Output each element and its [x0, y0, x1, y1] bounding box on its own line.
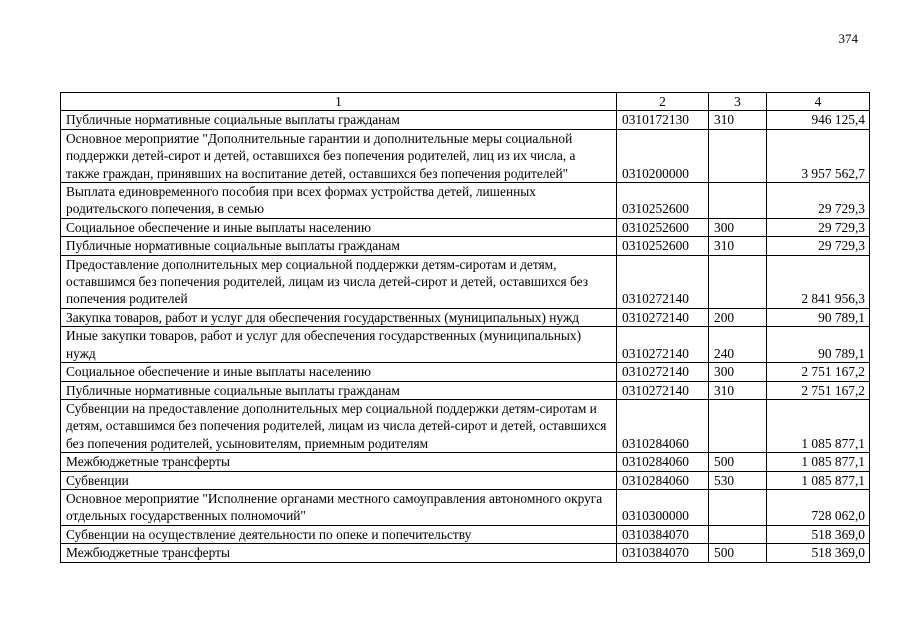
- row-expense-type: 310: [709, 111, 767, 129]
- row-code: 0310272140: [617, 327, 709, 363]
- table-row: [61, 237, 870, 255]
- row-code: 0310272140: [617, 255, 709, 308]
- row-expense-type: 300: [709, 218, 767, 236]
- row-expense-type: [709, 489, 767, 525]
- table-row: [61, 183, 870, 219]
- table-row: [61, 111, 870, 129]
- row-expense-type: 310: [709, 237, 767, 255]
- table-row: [61, 327, 870, 363]
- table-row: [61, 399, 870, 452]
- row-code: 0310172130: [617, 111, 709, 129]
- row-expense-type: 500: [709, 544, 767, 562]
- row-amount: 29 729,3: [767, 183, 870, 219]
- row-expense-type: 300: [709, 363, 767, 381]
- row-amount: 1 085 877,1: [767, 399, 870, 452]
- table-row: [61, 218, 870, 236]
- row-description: Межбюджетные трансферты: [61, 544, 617, 562]
- row-description: Публичные нормативные социальные выплаты гражданам: [61, 381, 617, 399]
- row-amount: 728 062,0: [767, 489, 870, 525]
- row-amount: 518 369,0: [767, 525, 870, 543]
- row-expense-type: [709, 129, 767, 182]
- row-amount: 946 125,4: [767, 111, 870, 129]
- table-row: [61, 489, 870, 525]
- header-row: [61, 93, 870, 111]
- table-row: [61, 525, 870, 543]
- row-description: Публичные нормативные социальные выплаты гражданам: [61, 237, 617, 255]
- row-expense-type: [709, 399, 767, 452]
- row-code: 0310252600: [617, 218, 709, 236]
- table-row: [61, 363, 870, 381]
- header-col-4: 4: [767, 93, 870, 111]
- row-description: Социальное обеспечение и иные выплаты населению: [61, 218, 617, 236]
- row-description: Социальное обеспечение и иные выплаты населению: [61, 363, 617, 381]
- table-row: [61, 255, 870, 308]
- row-code: 0310252600: [617, 183, 709, 219]
- header-col-1: 1: [61, 93, 617, 111]
- row-code: 0310284060: [617, 471, 709, 489]
- row-description: Субвенции на осуществление деятельности по опеке и попечительству: [61, 525, 617, 543]
- row-code: 0310384070: [617, 525, 709, 543]
- row-description: Основное мероприятие "Исполнение органами местного самоуправления автономного округа отдельных государственных полномочий": [61, 489, 617, 525]
- row-amount: 2 841 956,3: [767, 255, 870, 308]
- row-code: 0310252600: [617, 237, 709, 255]
- row-description: Публичные нормативные социальные выплаты гражданам: [61, 111, 617, 129]
- row-amount: 90 789,1: [767, 327, 870, 363]
- row-code: 0310284060: [617, 453, 709, 471]
- row-code: 0310272140: [617, 308, 709, 326]
- table-row: [61, 453, 870, 471]
- row-amount: 2 751 167,2: [767, 381, 870, 399]
- row-expense-type: [709, 255, 767, 308]
- row-description: Субвенции на предоставление дополнительных мер социальной поддержки детям-сиротам и детям, оставшимся без попечения родителей, лицам из числа детей-сирот и детей, оставшихся без попечения родителей, усыновителям, приемным родителям: [61, 399, 617, 452]
- row-description: Закупка товаров, работ и услуг для обеспечения государственных (муниципальных) нужд: [61, 308, 617, 326]
- row-amount: 29 729,3: [767, 237, 870, 255]
- row-code: 0310272140: [617, 381, 709, 399]
- header-col-2: 2: [617, 93, 709, 111]
- row-code: 0310300000: [617, 489, 709, 525]
- table-row: [61, 381, 870, 399]
- row-amount: 90 789,1: [767, 308, 870, 326]
- row-expense-type: 200: [709, 308, 767, 326]
- row-expense-type: [709, 525, 767, 543]
- row-amount: 1 085 877,1: [767, 471, 870, 489]
- row-expense-type: 310: [709, 381, 767, 399]
- row-code: 0310272140: [617, 363, 709, 381]
- table-row: [61, 129, 870, 182]
- table-row: [61, 471, 870, 489]
- row-description: Выплата единовременного пособия при всех формах устройства детей, лишенных родительского попечения, в семью: [61, 183, 617, 219]
- header-col-3: 3: [709, 93, 767, 111]
- row-description: Субвенции: [61, 471, 617, 489]
- row-amount: 1 085 877,1: [767, 453, 870, 471]
- row-code: 0310284060: [617, 399, 709, 452]
- row-expense-type: 500: [709, 453, 767, 471]
- budget-table: [60, 92, 870, 563]
- row-expense-type: 240: [709, 327, 767, 363]
- table-row: [61, 544, 870, 562]
- row-amount: 518 369,0: [767, 544, 870, 562]
- row-description: Предоставление дополнительных мер социальной поддержки детям-сиротам и детям, оставшимся без попечения родителей, лицам из числа детей-сирот и детей, оставшихся без попечения родителей: [61, 255, 617, 308]
- row-description: Межбюджетные трансферты: [61, 453, 617, 471]
- row-expense-type: 530: [709, 471, 767, 489]
- row-code: 0310384070: [617, 544, 709, 562]
- row-description: Основное мероприятие "Дополнительные гарантии и дополнительные меры социальной поддержки детей-сирот и детей, оставшихся без попечения родителей, лиц из их числа, а также граждан, принявших на воспитание детей, оставшихся без попечения родителей": [61, 129, 617, 182]
- table-row: [61, 308, 870, 326]
- row-amount: 29 729,3: [767, 218, 870, 236]
- row-description: Иные закупки товаров, работ и услуг для обеспечения государственных (муниципальных) нужд: [61, 327, 617, 363]
- row-amount: 3 957 562,7: [767, 129, 870, 182]
- row-code: 0310200000: [617, 129, 709, 182]
- row-expense-type: [709, 183, 767, 219]
- row-amount: 2 751 167,2: [767, 363, 870, 381]
- page-number: 374: [838, 31, 858, 46]
